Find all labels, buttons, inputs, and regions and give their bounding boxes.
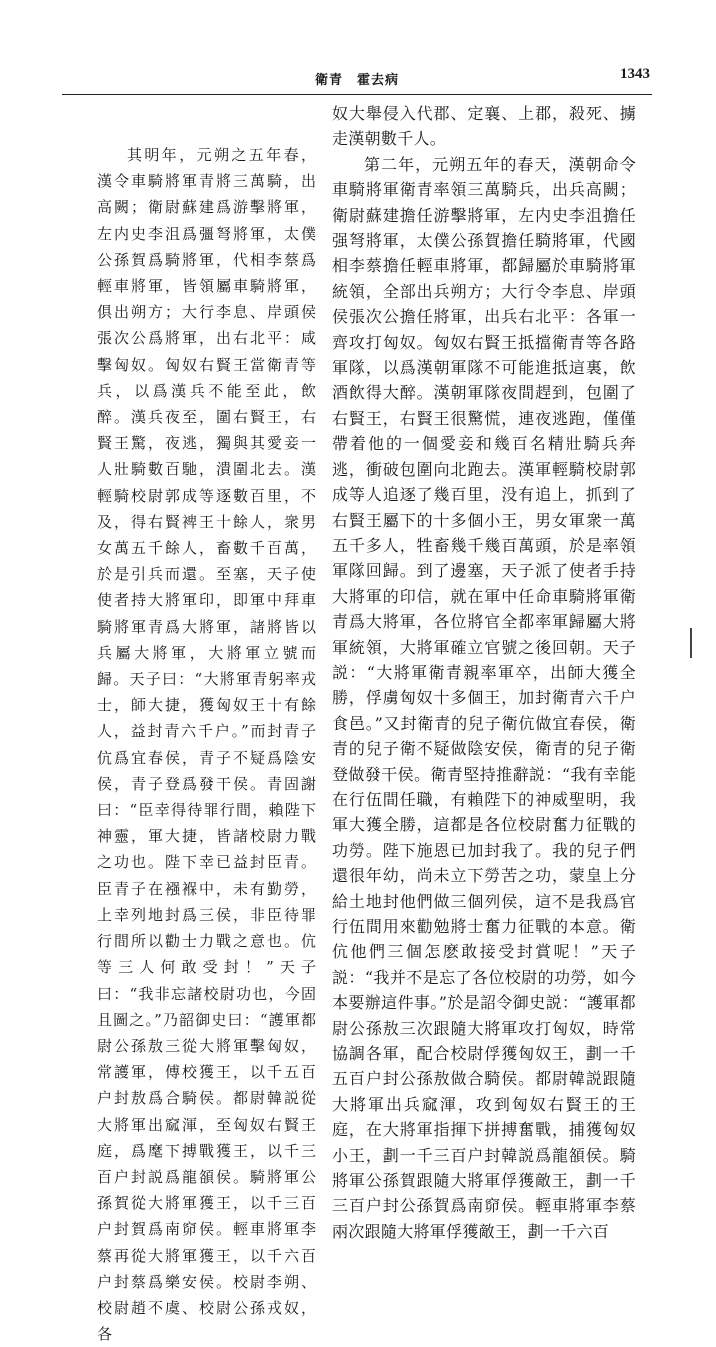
page-number: 1343 bbox=[620, 66, 650, 82]
translation-paragraph: 第二年，元朔五年的春天，漢朝命令車騎將軍衛青率領三萬騎兵，出兵高闕；衛尉蘇建擔任游擊將軍，左内史李沮擔任强弩將軍，太僕公孫賀擔任騎將軍，代國相李蔡擔任輕車將軍，都歸屬於車騎將軍統領，全部出兵朔方；大行令李息、岸頭侯張次公擔任將軍，出兵右北平：各軍一齊攻打匈奴。匈奴右賢王抵擋衛青等各路軍隊，以爲漢朝軍隊不可能進抵這裏，飲酒飲得大醉。漢朝軍隊夜間趕到，包圍了右賢王，右賢王很驚慌，連夜逃跑，僅僅帶着他的一個愛妾和幾百名精壯騎兵奔逃，衝破包圍向北跑去。漢軍輕騎校尉郭成等人追逐了幾百里，没有追上，抓到了右賢王屬下的十多個小王，男女軍衆一萬五千多人，牲畜幾千幾百萬頭，於是率領軍隊回歸。到了邊塞，天子派了使者手持大將軍的印信，就在軍中任命車騎將軍衛青爲大將軍，各位將官全都率軍歸屬大將軍統領，大將軍確立官號之後回朝。天子説：“大將軍衛青親率軍卒，出師大獲全勝，俘虜匈奴十多個王，加封衛青六千户食邑。”又封衛青的兒子衛伉做宜春侯，衛青的兒子衛不疑做陰安侯，衛青的兒子衛登做發干侯。衛青堅持推辭説：“我有幸能在行伍間任職，有賴陛下的神威聖明，我軍大獲全勝，這都是各位校尉奮力征戰的功勞。陛下施恩已加封我了。我的兒子們還很年幼，尚未立下勞苦之功，蒙皇上分給土地封他們做三個列侯，這不是我爲官行伍間用來勸勉將士奮力征戰的本意。衛伉他們三個怎麽敢接受封賞呢！”天子説：“我并不是忘了各位校尉的功勞，如今本要辦這件事。”於是詔令御史説：“護軍都尉公孫敖三次跟隨大將軍攻打匈奴，時常協調各軍，配合校尉俘獲匈奴王，劃一千五百户封公孫敖做合騎侯。都尉韓説跟隨大將軍出兵窳渾，攻到匈奴右賢王的王庭，在大將軍指揮下拼搏奮戰，捕獲匈奴小王，劃一千三百户封韓説爲龍頟侯。騎將軍公孫賀跟隨大將軍俘獲敵王，劃一千三百户封公孫賀爲南窌侯。輕車將軍李蔡兩次跟隨大將軍俘獲敵王，劃一千六百 bbox=[332, 154, 636, 1241]
translation-column bbox=[332, 101, 636, 1244]
page-header bbox=[62, 62, 652, 95]
classical-text-column bbox=[97, 142, 317, 1347]
classical-paragraph: 其明年，元朔之五年春，漢令車騎將軍青將三萬騎，出高闕；衛尉蘇建爲游擊將軍，左内史李沮爲彊弩將軍，太僕公孫賀爲騎將軍，代相李蔡爲輕車將軍，皆領屬車騎將軍，俱出朔方；大行李息、岸頭侯張次公爲將軍，出右北平：咸擊匈奴。匈奴右賢王當衛青等兵，以爲漢兵不能至此，飲醉。漢兵夜至，圍右賢王，右賢王驚，夜逃，獨與其愛妾一人壯騎數百馳，潰圍北去。漢輕騎校尉郭成等逐數百里，不及，得右賢裨王十餘人，衆男女萬五千餘人，畜數千百萬，於是引兵而還。至塞，天子使使者持大將軍印，即軍中拜車騎將軍青爲大將軍，諸將皆以兵屬大將軍，大將軍立號而歸。天子曰：“大將軍青躬率戎士，師大捷，獲匈奴王十有餘人，益封青六千户。”而封青子伉爲宜春侯，青子不疑爲陰安侯，青子登爲發干侯。青固謝曰：“臣幸得待罪行間，賴陛下神靈，軍大捷，皆諸校尉力戰之功也。陛下幸已益封臣青。臣青子在襁褓中，未有勤勞，上幸列地封爲三侯，非臣待罪行間所以勸士力戰之意也。伉等三人何敢受封！”天子曰：“我非忘諸校尉功也，今固且圖之。”乃韶御史曰：“護軍都尉公孫敖三從大將軍擊匈奴，常護軍，傅校獲王，以千五百户封敖爲合騎侯。都尉韓説從大將軍出窳渾，至匈奴右賢王庭，爲麾下搏戰獲王，以千三百户封説爲龍頟侯。騎將軍公孫賀從大將軍獲王，以千三百户封賀爲南窌侯。輕車將軍李蔡再從大將軍獲王，以千六百户封蔡爲樂安侯。校尉李朔、校尉趙不虞、校尉公孫戎奴，各 bbox=[97, 146, 317, 1344]
running-head: 衛青 霍去病 bbox=[314, 73, 399, 88]
translation-paragraph-continued: 奴大舉侵入代郡、定襄、上郡，殺死、擄走漢朝數千人。 bbox=[332, 104, 636, 149]
margin-mark bbox=[690, 628, 696, 658]
